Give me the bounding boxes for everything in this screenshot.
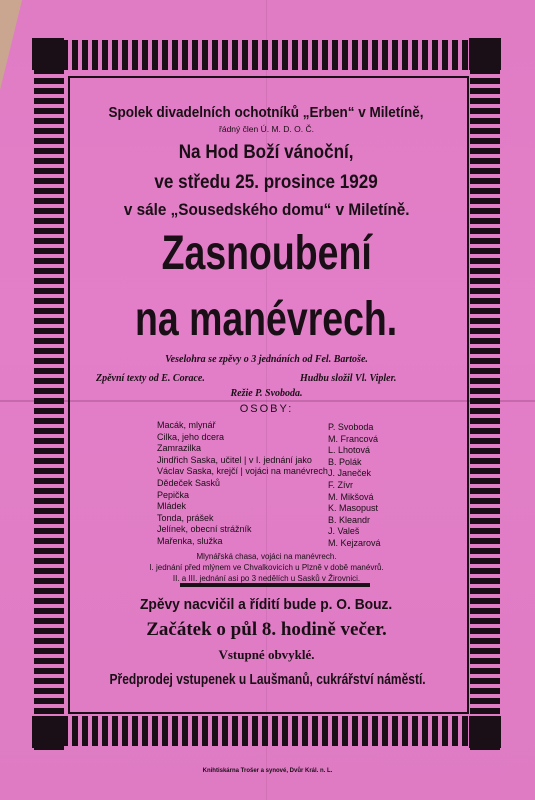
- play-subtitle: Veselohra se zpěvy o 3 jednáních od Fel. Bartoše.: [165, 354, 368, 365]
- act-1-setting: I. jednání před mlýnem ve Chvalkovicích u Plzně v době manévrů.: [149, 563, 384, 572]
- cast-role: Pepička: [157, 489, 190, 500]
- cast-heading: OSOBY:: [239, 403, 294, 415]
- cast-actor: J. Valeš: [328, 526, 360, 537]
- cast-role: Mařenka, služka: [157, 535, 223, 546]
- cast-actor: L. Lhotová: [328, 445, 371, 456]
- extras-line: Mlynářská chasa, vojáci na manévrech.: [196, 552, 337, 561]
- presale-line: Předprodej vstupenek u Laušmanů, cukrářství náměstí.: [109, 671, 426, 688]
- cast-actor: F. Zívr: [328, 479, 353, 490]
- cast-actor: M. Kejzarová: [328, 537, 381, 548]
- date-line-2: ve středu 25. prosince 1929: [154, 172, 379, 193]
- cast-actor: P. Svoboda: [328, 422, 374, 432]
- play-title-line-2: na manévrech.: [135, 293, 398, 346]
- roles-list: [157, 420, 328, 548]
- cast-role: Tonda, prášek: [157, 512, 214, 523]
- frame-left-stripes: [34, 38, 64, 750]
- cast-role: Macák, mlynář: [157, 420, 216, 430]
- frame-top-stripes: [32, 40, 501, 70]
- cast-actor: B. Polák: [328, 456, 362, 467]
- cast-actor: K. Masopust: [328, 503, 379, 514]
- cast-role: Jelínek, obecní strážník: [157, 524, 252, 535]
- cast-role: Jindřich Saska, učitel | v I. jednání jako: [157, 454, 312, 465]
- date-line-1: Na Hod Boží vánoční,: [179, 142, 354, 163]
- cast-actor: M. Mikšová: [328, 491, 374, 502]
- membership-line: řádný člen Ú. M. D. O. Č.: [219, 124, 314, 134]
- cast-role: Zamrazilka: [157, 443, 202, 454]
- cast-actor: M. Francová: [328, 433, 379, 444]
- frame-corner-block: [469, 716, 501, 748]
- frame-corner-block: [32, 38, 64, 70]
- torn-corner: [0, 0, 22, 90]
- cast-role: Dědeček Sasků: [157, 477, 221, 488]
- actors-list: [328, 422, 381, 550]
- frame-bottom-stripes: [32, 716, 501, 746]
- music-credit: Hudbu složil Vl. Vipler.: [300, 373, 397, 384]
- director-credit: Režie P. Svoboda.: [230, 388, 303, 399]
- frame-corner-block: [32, 716, 64, 748]
- songs-line: Zpěvy nacvičil a řídití bude p. O. Bouz.: [140, 596, 393, 613]
- cast-role: Cilka, jeho dcera: [157, 431, 225, 442]
- admission-line: Vstupné obvyklé.: [218, 647, 315, 662]
- lyrics-credit: Zpěvní texty od E. Corace.: [96, 373, 205, 384]
- start-time-line: Začátek o půl 8. hodině večer.: [146, 619, 387, 640]
- divider-rule: [180, 583, 370, 587]
- venue-line: v sále „Sousedského domu“ v Miletíně.: [123, 200, 410, 219]
- cast-actor: J. Janeček: [328, 468, 372, 479]
- act-2-3-setting: II. a III. jednání asi po 3 nedělích u Sasků v Žirovnici.: [172, 574, 361, 583]
- frame-corner-block: [469, 38, 501, 70]
- cast-actor: B. Kleandr: [328, 514, 371, 525]
- cast-role: Mládek: [157, 501, 187, 512]
- frame-right-stripes: [470, 38, 500, 750]
- play-title-line-1: Zasnoubení: [161, 227, 372, 280]
- cast-role: Václav Saska, krejčí | vojáci na manévrech: [157, 466, 328, 477]
- society-name: Spolek divadelních ochotníků „Erben“ v Miletíně,: [108, 104, 425, 121]
- printer-imprint: Knihtiskárna Trošer a synové, Dvůr Král. n. L.: [202, 768, 333, 774]
